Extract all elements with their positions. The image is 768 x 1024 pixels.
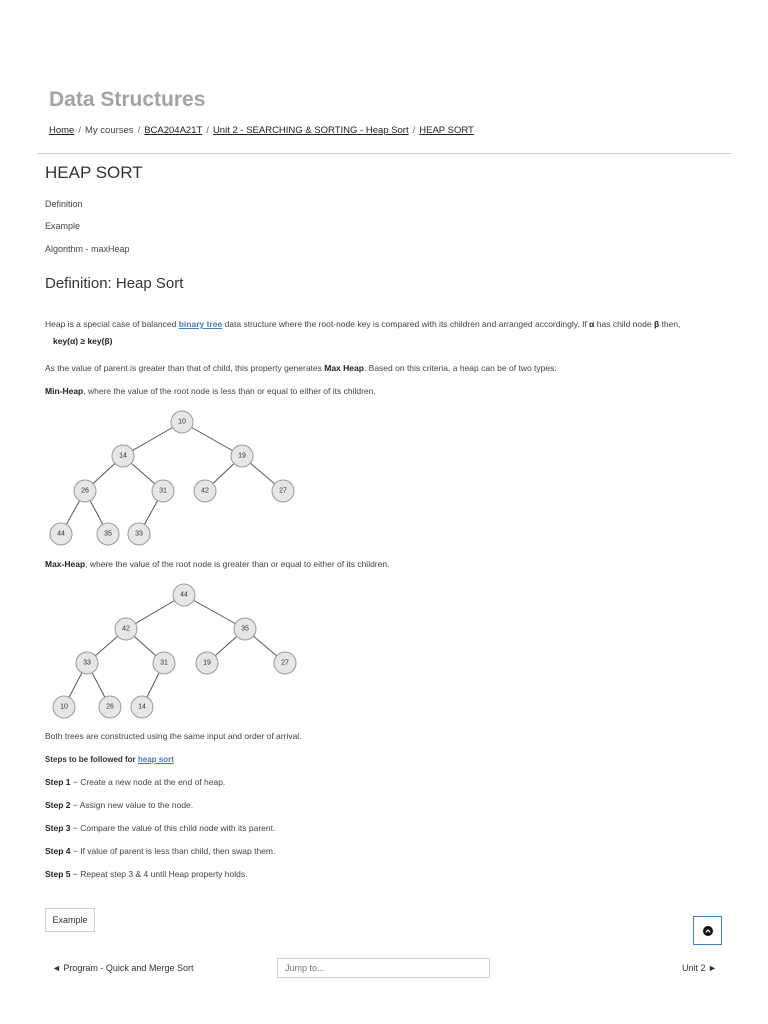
breadcrumb <box>49 125 474 136</box>
back-to-top-button[interactable] <box>693 916 722 945</box>
tree-node <box>196 652 218 674</box>
svg-text:10: 10 <box>60 703 68 711</box>
breadcrumb-separator: / <box>206 125 209 136</box>
step-1: Step 1 − Create a new node at the end of heap. <box>45 777 226 787</box>
svg-text:26: 26 <box>81 487 89 495</box>
svg-text:14: 14 <box>119 452 127 460</box>
toc-item-definition: Definition <box>45 199 83 209</box>
toc-item-algorithm: Algorithm - maxHeap <box>45 244 130 254</box>
svg-text:31: 31 <box>160 659 168 667</box>
svg-text:31: 31 <box>159 487 167 495</box>
heap-sort-link[interactable]: heap sort <box>137 755 174 764</box>
both-trees-note: Both trees are constructed using the same input and order of arrival. <box>45 731 302 741</box>
section-title-definition: Definition: Heap Sort <box>45 275 184 292</box>
tree-node <box>112 445 134 467</box>
breadcrumb-separator: / <box>137 125 141 136</box>
tree-node <box>131 696 153 718</box>
prev-activity-link[interactable]: ◄ Program - Quick and Merge Sort <box>52 963 194 973</box>
svg-text:19: 19 <box>238 452 246 460</box>
svg-text:44: 44 <box>57 530 65 538</box>
tree-node <box>272 480 294 502</box>
min-heap-diagram <box>40 405 310 555</box>
tree-node <box>171 411 193 433</box>
svg-text:42: 42 <box>201 487 209 495</box>
tree-node <box>99 696 121 718</box>
tree-node <box>152 480 174 502</box>
header-divider <box>37 153 732 154</box>
tree-node <box>128 523 150 545</box>
jump-to-select[interactable] <box>277 958 490 978</box>
svg-text:33: 33 <box>135 530 143 538</box>
breadcrumb-course[interactable]: BCA204A21T <box>144 125 203 136</box>
svg-text:33: 33 <box>83 659 91 667</box>
tree-node <box>231 445 253 467</box>
tree-node <box>153 652 175 674</box>
binary-tree-link[interactable]: binary tree <box>178 319 223 329</box>
breadcrumb-unit[interactable]: Unit 2 - SEARCHING & SORTING - Heap Sort <box>212 125 409 136</box>
svg-text:19: 19 <box>203 659 211 667</box>
tree-node <box>115 618 137 640</box>
svg-text:14: 14 <box>138 703 146 711</box>
tree-node <box>234 618 256 640</box>
course-title[interactable]: Data Structures <box>49 88 206 111</box>
chevron-up-icon <box>703 926 713 936</box>
step-4: Step 4 − If value of parent is less than child, then swap them. <box>45 846 276 856</box>
step-3: Step 3 − Compare the value of this child node with its parent. <box>45 823 276 833</box>
tree-node <box>194 480 216 502</box>
page-title: HEAP SORT <box>45 163 143 182</box>
svg-text:35: 35 <box>241 625 249 633</box>
next-activity-link[interactable]: Unit 2 ► <box>682 963 717 973</box>
tree-node <box>97 523 119 545</box>
tree-node <box>76 652 98 674</box>
step-5: Step 5 − Repeat step 3 & 4 until Heap property holds. <box>45 869 248 879</box>
toc-item-example: Example <box>45 221 81 231</box>
tree-node <box>50 523 72 545</box>
breadcrumb-current[interactable]: HEAP SORT <box>419 125 474 136</box>
svg-text:27: 27 <box>279 487 287 495</box>
definition-paragraph: Heap is a special case of balanced binary tree data structure where the root-node key is compared with its children and arranged accordingly. If α has child node β then, <box>45 319 681 329</box>
tree-node <box>53 696 75 718</box>
breadcrumb-home[interactable]: Home <box>49 125 75 136</box>
min-heap-description: Min-Heap, where the value of the root node is less than or equal to either of its children. <box>45 386 376 396</box>
svg-text:26: 26 <box>106 703 114 711</box>
max-heap-diagram <box>40 578 310 728</box>
tree-node <box>274 652 296 674</box>
breadcrumb-separator: / <box>78 125 81 136</box>
svg-text:35: 35 <box>104 530 112 538</box>
example-button[interactable]: Example <box>45 908 95 932</box>
max-heap-intro: As the value of parent is greater than that of child, this property generates Max Heap. Based on this criteria, a heap can be of two types: <box>45 363 557 373</box>
tree-node <box>74 480 96 502</box>
tree-node <box>173 584 195 606</box>
svg-text:44: 44 <box>180 591 188 599</box>
step-2: Step 2 − Assign new value to the node. <box>45 800 194 810</box>
breadcrumb-my-courses: My courses <box>84 125 134 136</box>
svg-text:42: 42 <box>122 625 130 633</box>
max-heap-description: Max-Heap, where the value of the root node is greater than or equal to either of its children. <box>45 559 390 569</box>
svg-text:27: 27 <box>281 659 289 667</box>
svg-text:10: 10 <box>178 418 186 426</box>
breadcrumb-separator: / <box>412 125 416 136</box>
steps-heading: Steps to be followed for heap sort <box>45 755 174 764</box>
heap-formula: key(α) ≥ key(β) <box>53 336 113 346</box>
